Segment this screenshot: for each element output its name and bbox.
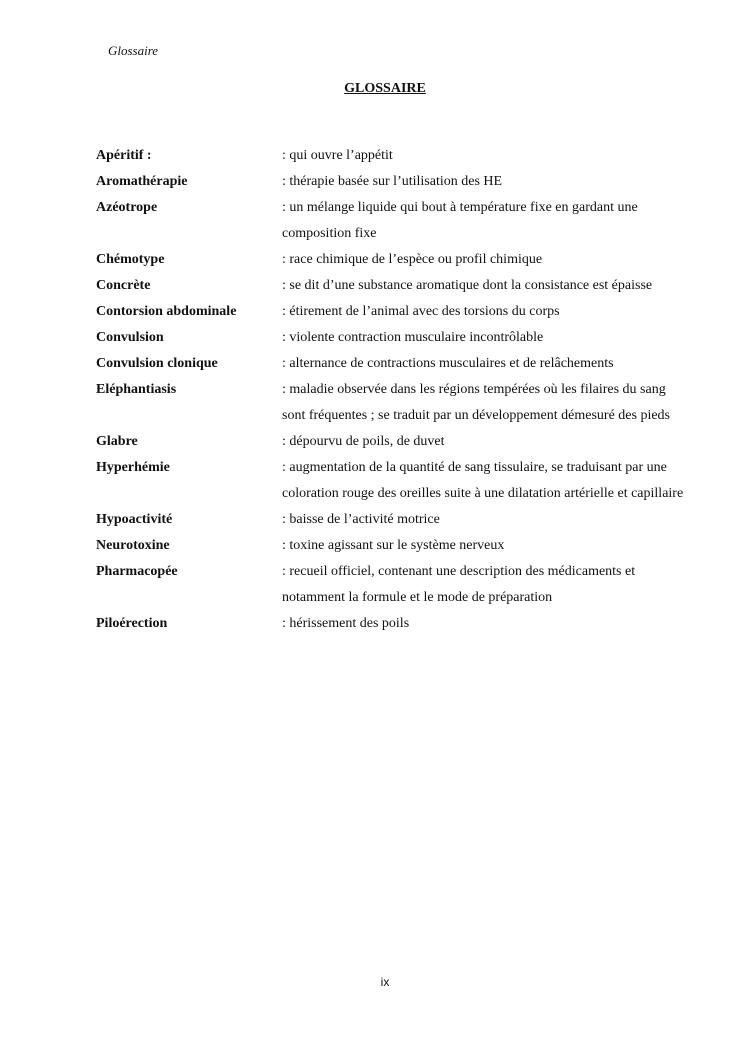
- glossary-term: Piloérection: [96, 616, 168, 631]
- glossary-definition: : violente contraction musculaire incontrôlable: [282, 330, 544, 345]
- glossary-definition: : qui ouvre l’appétit: [282, 148, 393, 163]
- glossary-entry: [96, 533, 686, 559]
- glossary-term: Neurotoxine: [96, 538, 170, 553]
- glossary-term: Hypoactivité: [96, 512, 173, 527]
- glossary-entry: [96, 455, 686, 507]
- glossary-definition: : baisse de l’activité motrice: [282, 512, 440, 527]
- glossary-definition: : maladie observée dans les régions tempérées où les filaires du sang sont fréquentes ; se traduit par un développement démesuré des pieds: [282, 382, 670, 423]
- glossary-term: Hyperhémie: [96, 460, 170, 475]
- glossary-definition: : hérissement des poils: [282, 616, 410, 631]
- glossary-term: Chémotype: [96, 252, 165, 267]
- glossary-entry: [96, 351, 686, 377]
- glossary-list: [96, 143, 686, 637]
- running-header: Glossaire: [108, 43, 159, 58]
- glossary-entry: [96, 299, 686, 325]
- glossary-entry: [96, 169, 686, 195]
- glossary-term: Pharmacopée: [96, 564, 178, 579]
- glossary-definition: : thérapie basée sur l’utilisation des HE: [282, 174, 503, 189]
- glossary-term: Glabre: [96, 434, 138, 449]
- glossary-term: Apéritif :: [96, 148, 152, 163]
- glossary-entry: [96, 377, 686, 429]
- glossary-term: Aromathérapie: [96, 174, 188, 189]
- glossary-definition: : alternance de contractions musculaires et de relâchements: [282, 356, 614, 371]
- glossary-term: Azéotrope: [96, 200, 158, 215]
- glossary-definition: : augmentation de la quantité de sang tissulaire, se traduisant par une coloration rouge des oreilles suite à une dilatation artérielle et capillaire: [282, 460, 684, 501]
- glossary-entry: [96, 325, 686, 351]
- glossary-entry: [96, 507, 686, 533]
- glossary-definition: : dépourvu de poils, de duvet: [282, 434, 445, 449]
- glossary-term: Eléphantiasis: [96, 382, 177, 397]
- glossary-definition: : toxine agissant sur le système nerveux: [282, 538, 505, 553]
- glossary-term: Concrète: [96, 278, 151, 293]
- page-number: ix: [380, 975, 390, 989]
- glossary-entry: [96, 429, 686, 455]
- glossary-entry: [96, 559, 686, 611]
- glossary-entry: [96, 195, 686, 247]
- glossary-definition: : race chimique de l’espèce ou profil chimique: [282, 252, 543, 267]
- glossary-entry: [96, 273, 686, 299]
- page-title: GLOSSAIRE: [344, 81, 426, 96]
- glossary-definition: : étirement de l’animal avec des torsions du corps: [282, 304, 560, 319]
- glossary-term: Convulsion: [96, 330, 164, 345]
- glossary-entry: [96, 247, 686, 273]
- glossary-entry: [96, 611, 686, 637]
- glossary-term: Convulsion clonique: [96, 356, 218, 371]
- glossary-definition: : un mélange liquide qui bout à température fixe en gardant une composition fixe: [282, 200, 638, 241]
- glossary-term: Contorsion abdominale: [96, 304, 237, 319]
- glossary-definition: : recueil officiel, contenant une description des médicaments et notamment la formule et le mode de préparation: [282, 564, 636, 605]
- glossary-definition: : se dit d’une substance aromatique dont la consistance est épaisse: [282, 278, 653, 293]
- glossary-entry: [96, 143, 686, 169]
